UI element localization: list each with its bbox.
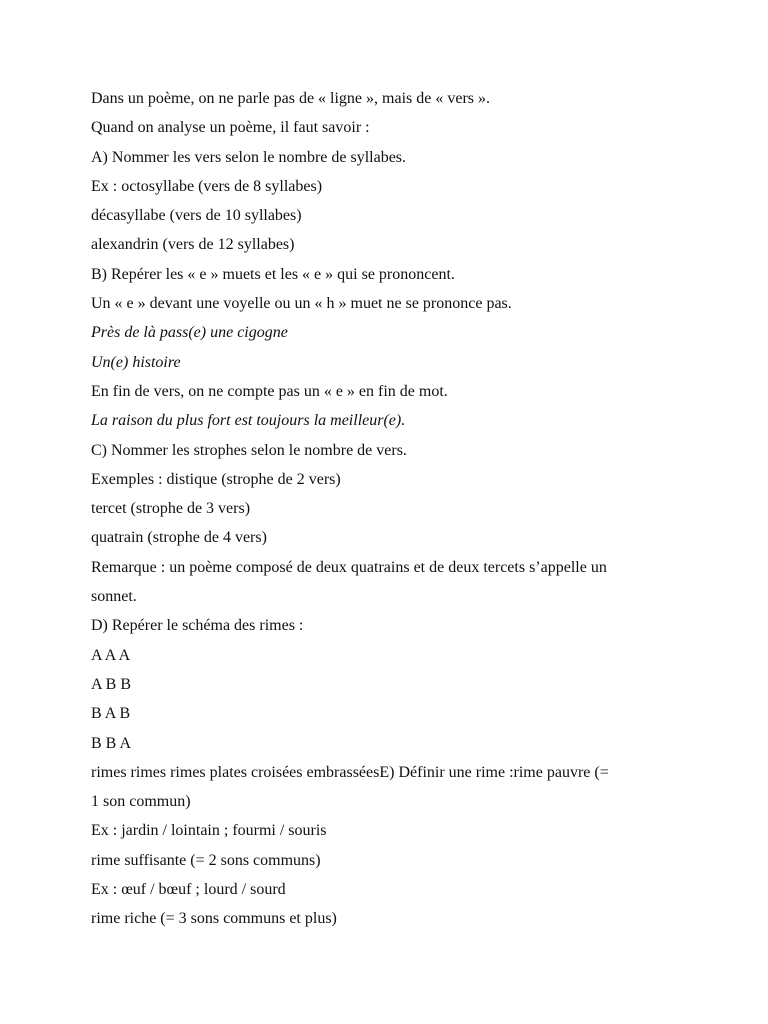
- text-line: B A B: [91, 705, 131, 723]
- text-line: C) Nommer les strophes selon le nombre de vers.: [91, 441, 407, 459]
- text-line: A A A: [91, 646, 131, 664]
- text-line: Dans un poème, on ne parle pas de « ligne », mais de « vers ».: [91, 90, 491, 107]
- text-line: rime riche (= 3 sons communs et plus): [91, 910, 337, 928]
- example-verse-line: La raison du plus fort est toujours la meilleur(e).: [91, 412, 406, 430]
- text-line: Ex : œuf / bœuf ; lourd / sourd: [91, 881, 286, 899]
- text-line: 1 son commun): [91, 793, 191, 811]
- text-line: Remarque : un poème composé de deux quatrains et de deux tercets s’appelle un: [91, 558, 607, 576]
- text-line: sonnet.: [91, 588, 137, 606]
- text-line: Ex : octosyllabe (vers de 8 syllabes): [91, 177, 323, 195]
- example-verse-line: Près de là pass(e) une cigogne: [91, 324, 288, 342]
- text-line: quatrain (strophe de 4 vers): [91, 529, 267, 547]
- text-line: rime suffisante (= 2 sons communs): [91, 851, 321, 869]
- text-line: Ex : jardin / lointain ; fourmi / souris: [91, 822, 327, 840]
- text-line: A) Nommer les vers selon le nombre de syllabes.: [91, 148, 407, 166]
- text-line: Exemples : distique (strophe de 2 vers): [91, 470, 341, 488]
- text-line: décasyllabe (vers de 10 syllabes): [91, 207, 302, 225]
- text-line: alexandrin (vers de 12 syllabes): [91, 236, 295, 254]
- text-line: A B B: [91, 675, 132, 693]
- text-line: Quand on analyse un poème, il faut savoir :: [91, 119, 370, 137]
- text-line: tercet (strophe de 3 vers): [91, 500, 251, 518]
- text-line: rimes rimes rimes plates croisées embrasséesE) Définir une rime :rime pauvre (=: [91, 763, 609, 781]
- text-line: D) Repérer le schéma des rimes :: [91, 617, 304, 635]
- text-line: B B A: [91, 734, 132, 752]
- text-line: B) Repérer les « e » muets et les « e » qui se prononcent.: [91, 265, 455, 283]
- document-body: [91, 84, 691, 934]
- text-line: En fin de vers, on ne compte pas un « e » en fin de mot.: [91, 382, 448, 400]
- text-line: Un « e » devant une voyelle ou un « h » muet ne se prononce pas.: [91, 295, 512, 313]
- example-verse-line: Un(e) histoire: [91, 353, 181, 371]
